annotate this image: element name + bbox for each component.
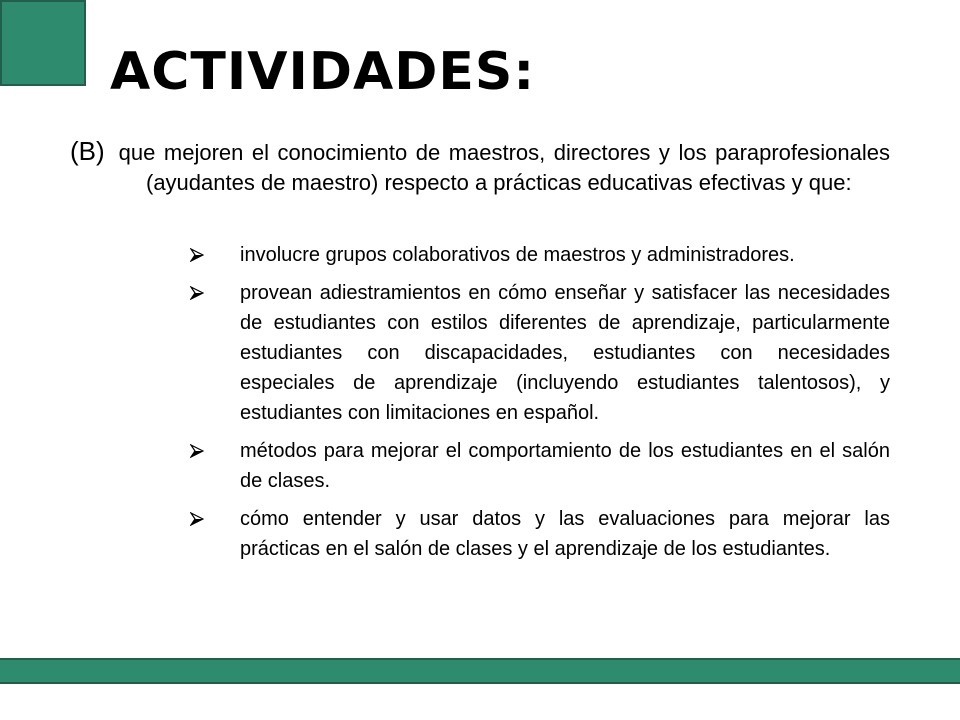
arrow-bullet-icon <box>190 444 204 458</box>
bullet-item <box>190 504 890 564</box>
slide-title: ACTIVIDADES: <box>110 42 536 102</box>
accent-square <box>0 0 86 86</box>
footer-bar <box>0 658 960 684</box>
bullet-text: provean adiestramientos en cómo enseñar y satisfacer las necesidades de estudiantes con estilos diferentes de aprendizaje, particularmente estudiantes con discapacidades, estudiantes con necesidades especiales de aprendizaje (incluyendo estudiantes talentosos), y estudiantes con limitaciones en español. <box>240 282 890 424</box>
bullet-item <box>190 278 890 428</box>
main-item-b <box>70 136 890 198</box>
arrow-bullet-icon <box>190 248 204 262</box>
main-item-marker: (B) <box>70 136 105 166</box>
bullet-list <box>190 240 890 572</box>
arrow-bullet-icon <box>190 286 204 300</box>
bullet-text: involucre grupos colaborativos de maestros y administradores. <box>240 244 795 266</box>
bullet-text: métodos para mejorar el comportamiento de los estudiantes en el salón de clases. <box>240 440 890 492</box>
bullet-text: cómo entender y usar datos y las evaluaciones para mejorar las prácticas en el salón de clases y el aprendizaje de los estudiantes. <box>240 508 890 560</box>
bullet-item <box>190 436 890 496</box>
main-item-text: que mejoren el conocimiento de maestros, directores y los paraprofesionales (ayudantes de maestro) respecto a prácticas educativas efectivas y que: <box>118 140 890 195</box>
bullet-item <box>190 240 890 270</box>
arrow-bullet-icon <box>190 512 204 526</box>
